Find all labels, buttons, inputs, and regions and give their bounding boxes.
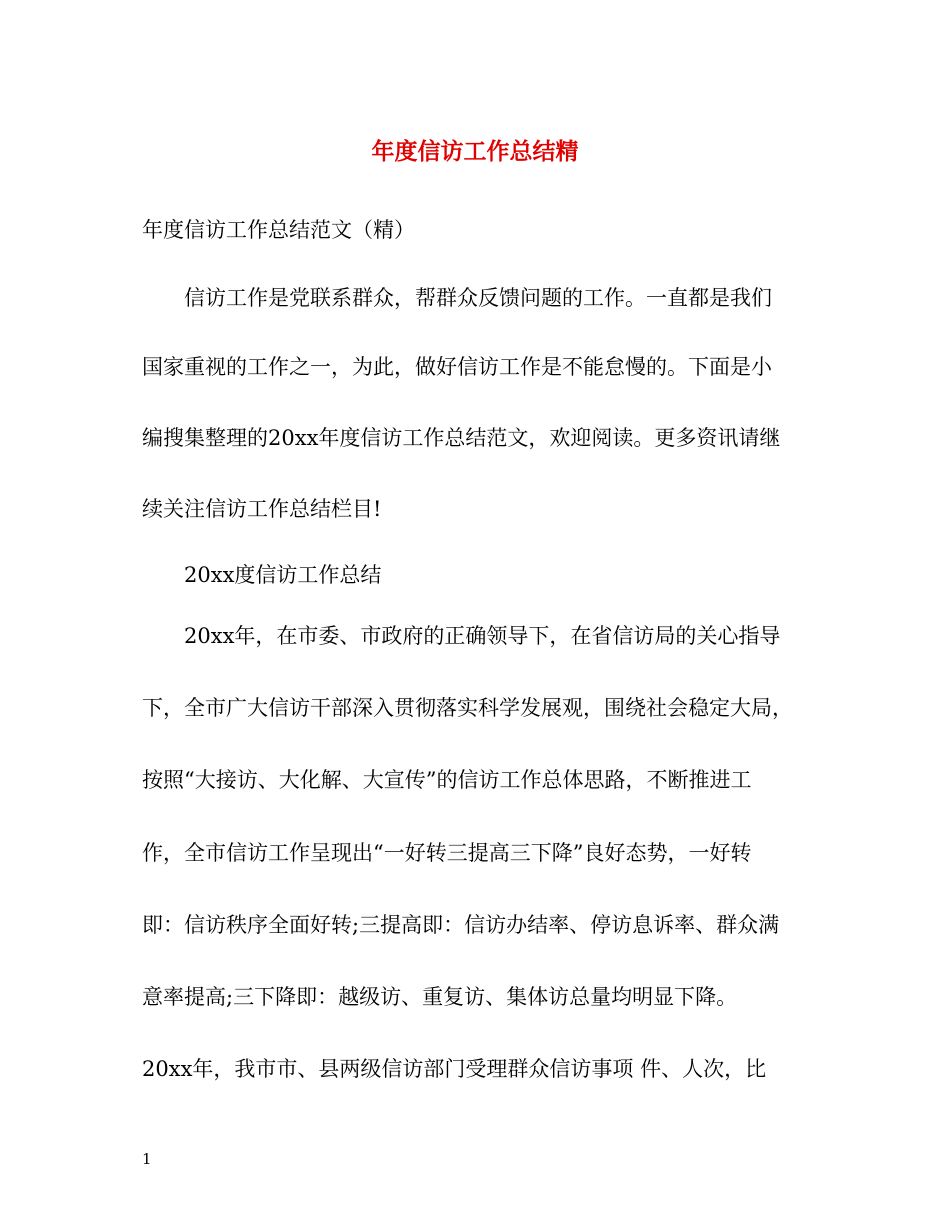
document-subtitle: 年度信访工作总结范文（精）	[142, 218, 415, 242]
paragraph-line: 20xx年，在市委、市政府的正确领导下，在省信访局的关心指导	[184, 624, 781, 648]
page-number: 1	[142, 1150, 152, 1168]
paragraph-line: 20xx年，我市市、县两级信访部门受理群众信访事项 件、人次，比	[142, 1057, 767, 1081]
paragraph-line: 信访工作是党联系群众，帮群众反馈问题的工作。一直都是我们	[184, 286, 772, 310]
paragraph-line: 按照“大接访、大化解、大宣传”的信访工作总体思路，不断推进工	[142, 768, 752, 792]
paragraph-line: 编搜集整理的20xx年度信访工作总结范文，欢迎阅读。更多资讯请继	[142, 426, 781, 450]
paragraph-line: 续关注信访工作总结栏目!	[142, 497, 382, 521]
paragraph-line: 意率提高;三下降即：越级访、重复访、集体访总量均明显下降。	[142, 985, 738, 1009]
document-title: 年度信访工作总结精	[371, 138, 579, 165]
paragraph-line: 下，全市广大信访干部深入贯彻落实科学发展观，围绕社会稳定大局，	[142, 696, 793, 720]
section-heading: 20xx度信访工作总结	[184, 563, 382, 587]
paragraph-line: 作，全市信访工作呈现出“一好转三提高三下降”良好态势，一好转	[142, 841, 752, 865]
paragraph-line: 国家重视的工作之一，为此，做好信访工作是不能怠慢的。下面是小	[142, 355, 772, 379]
paragraph-line: 即：信访秩序全面好转;三提高即：信访办结率、停访息诉率、群众满	[142, 913, 780, 937]
